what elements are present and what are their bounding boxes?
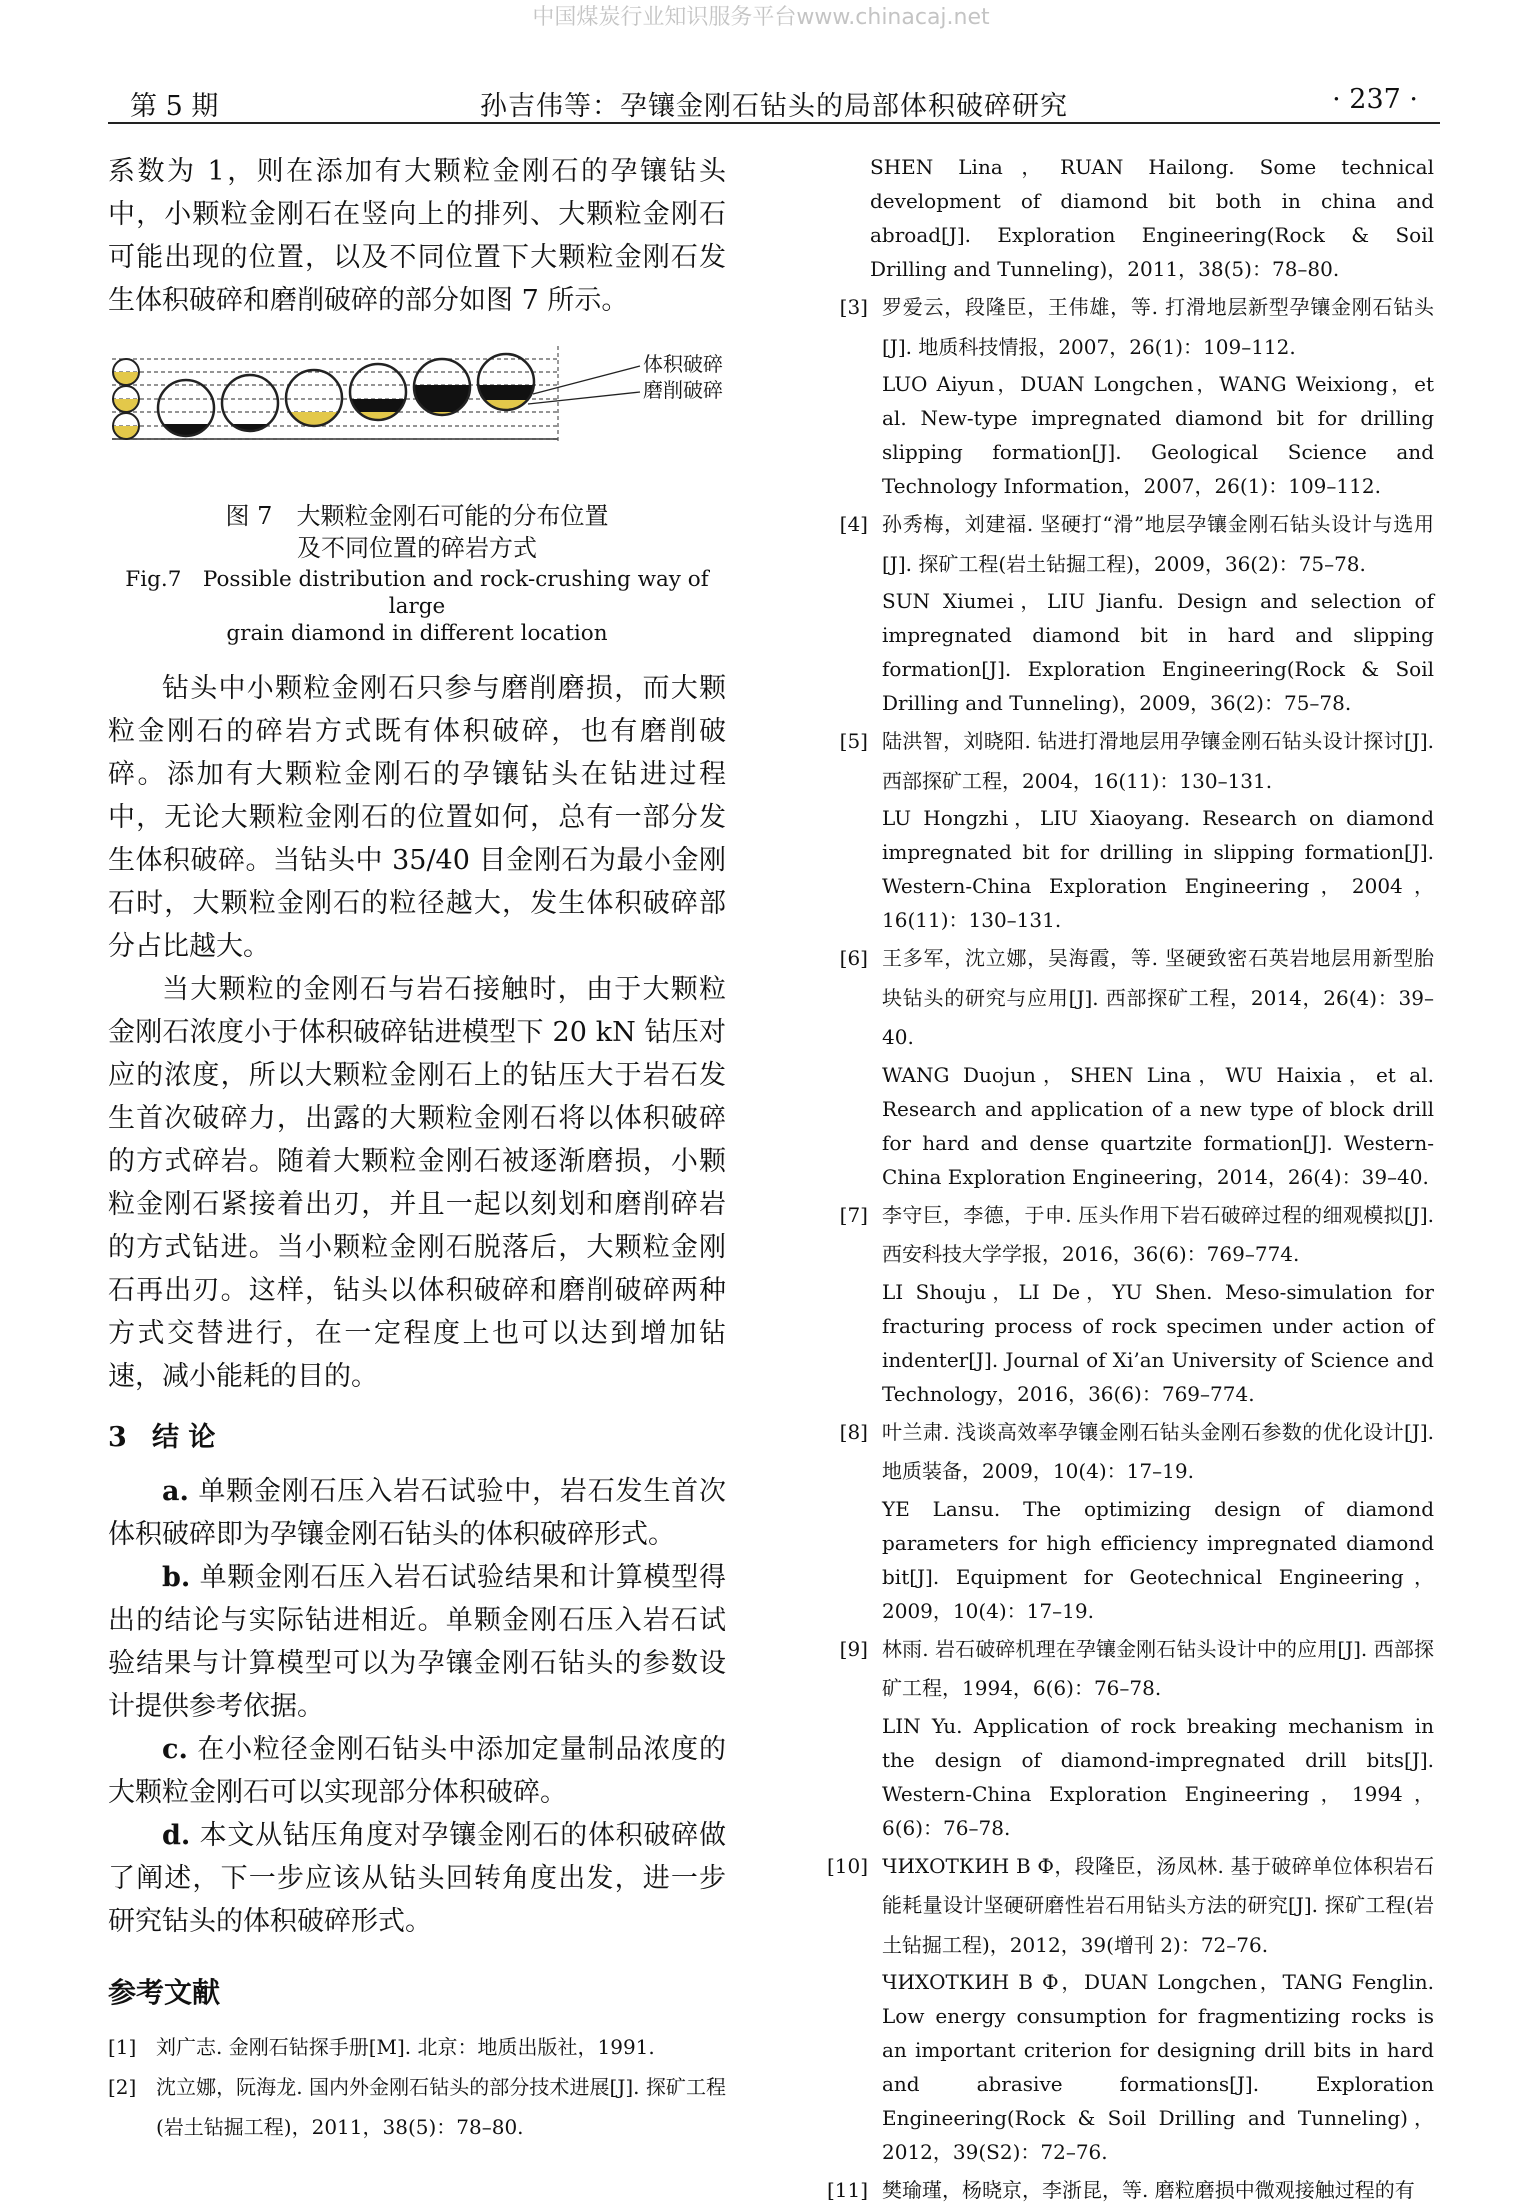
reference-text: 罗爱云，段隆臣，王伟雄，等. 打滑地层新型孕镶金刚石钻头[J]. 地质科技情报，2007，26(1)：109–112. bbox=[882, 295, 1434, 359]
conclusion-d bbox=[108, 1814, 726, 1943]
reference-text: 刘广志. 金刚石钻探手册[M]. 北京：地质出版社，1991. bbox=[156, 2035, 655, 2059]
diamond-distribution-diagram bbox=[108, 344, 726, 494]
reference-2 bbox=[108, 2067, 726, 2147]
label-volume-crushing: 体积破碎 bbox=[643, 352, 723, 376]
running-title: 孙吉伟等：孕镶金刚石钻头的局部体积破碎研究 bbox=[480, 91, 1068, 122]
label-grinding-crushing: 磨削破碎 bbox=[643, 378, 723, 402]
reference-5 bbox=[812, 722, 1434, 801]
reference-8-en: YE Lansu. The optimizing design of diamond parameters for high efficiency impregnated diamond bit[J]. Equipment for Geotechnical Engineering，2009，10(4)：17–19. bbox=[882, 1496, 1434, 1623]
conclusion-c-label: c. bbox=[162, 1734, 188, 1765]
conclusion-a bbox=[108, 1470, 726, 1556]
reference-8 bbox=[812, 1413, 1434, 1492]
conclusion-d-text: 本文从钻压角度对孕镶金刚石的体积破碎做了阐述，下一步应该从钻头回转角度出发，进一步研究钻头的体积破碎形式。 bbox=[108, 1820, 726, 1937]
conclusion-c-text: 在小粒径金刚石钻头中添加定量制品浓度的大颗粒金刚石可以实现部分体积破碎。 bbox=[108, 1734, 727, 1808]
reference-text: 李守巨，李德，于申. 压头作用下岩石破碎过程的细观模拟[J]. 西安科技大学学报，2016，36(6)：769–774. bbox=[882, 1202, 1434, 1266]
reference-text: ЧИХОТКИН В Ф，段隆臣，汤凤林. 基于破碎单位体积岩石能耗量设计坚硬研磨性岩石用钻头方法的研究[J]. 探矿工程(岩土钻掘工程)，2012，39(增刊 2)：72–76. bbox=[882, 1853, 1434, 1957]
conclusion-c bbox=[108, 1728, 726, 1814]
reference-number: [9] bbox=[839, 1636, 868, 1661]
conclusion-b-text: 单颗金刚石压入岩石试验结果和计算模型得出的结论与实际钻进相近。单颗金刚石压入岩石试验结果与计算模型可以为孕镶金刚石钻头的参数设计提供参考依据。 bbox=[108, 1562, 726, 1722]
reference-6-en: WANG Duojun，SHEN Lina，WU Haixia，et al. Research and application of a new type of block drill for hard and dense quartzite formation[J]. Western-China Exploration Engineering，2014，26(4)：39–40. bbox=[882, 1062, 1434, 1189]
references-heading: 参考文献 bbox=[108, 1976, 221, 2009]
reference-number: [8] bbox=[839, 1419, 868, 1444]
intro-paragraph: 系数为 1，则在添加有大颗粒金刚石的孕镶钻头中，小颗粒金刚石在竖向上的排列、大颗粒金刚石可能出现的位置，以及不同位置下大颗粒金刚石发生体积破碎和磨削破碎的部分如图 7 所示。 bbox=[108, 156, 726, 316]
reference-number: [6] bbox=[839, 946, 868, 970]
reference-text: 樊瑜瑾，杨晓京，李浙昆，等. 磨粒磨损中微观接触过程的有 bbox=[882, 2178, 1415, 2202]
figure-caption-cn-2: 及不同位置的碎岩方式 bbox=[297, 534, 537, 562]
reference-7 bbox=[812, 1196, 1434, 1275]
reference-number: [4] bbox=[839, 512, 868, 536]
reference-11 bbox=[812, 2171, 1434, 2211]
right-column bbox=[812, 150, 1434, 2211]
reference-number: [3] bbox=[839, 295, 868, 319]
reference-text: 孙秀梅，刘建福. 坚硬打“滑”地层孕镶金刚石钻头设计与选用[J]. 探矿工程(岩土钻掘工程)，2009，36(2)：75–78. bbox=[882, 512, 1434, 576]
reference-text: 林雨. 岩石破碎机理在孕镶金刚石钻头设计中的应用[J]. 西部探矿工程，1994，6(6)：76–78. bbox=[882, 1636, 1434, 1700]
reference-number: [11] bbox=[826, 2178, 868, 2202]
reference-number: [2] bbox=[108, 2075, 137, 2099]
reference-number: [1] bbox=[108, 2035, 137, 2059]
section-title: 结 论 bbox=[152, 1422, 216, 1453]
reference-3 bbox=[812, 288, 1434, 367]
reference-text: 王多军，沈立娜，吴海霞，等. 坚硬致密石英岩地层用新型胎块钻头的研究与应用[J]. 西部探矿工程，2014，26(4)：39–40. bbox=[882, 946, 1434, 1049]
page-number: · 237 · bbox=[1332, 84, 1418, 115]
conclusion-a-label: a. bbox=[162, 1476, 189, 1507]
reference-4-en: SUN Xiumei，LIU Jianfu. Design and selection of impregnated diamond bit in hard and slipping formation[J]. Exploration Engineering(Rock & Soil Drilling and Tunneling)，2009，36(2)：75–78. bbox=[882, 589, 1434, 715]
issue-number: 第 5 期 bbox=[130, 91, 219, 122]
reference-number: [10] bbox=[826, 1853, 868, 1878]
reference-7-en: LI Shouju，LI De，YU Shen. Meso-simulation for fracturing process of rock specimen under action of indenter[J]. Journal of Xi’an University of Science and Technology，2016，36(6)：769–774. bbox=[882, 1279, 1434, 1406]
left-column bbox=[108, 150, 726, 2147]
reference-9-en: LIN Yu. Application of rock breaking mechanism in the design of diamond-impregnated drill bits[J]. Western-China Exploration Engineering，1994，6(6)：76–78. bbox=[882, 1713, 1434, 1840]
conclusion-b bbox=[108, 1556, 726, 1728]
reference-number: [7] bbox=[839, 1202, 868, 1227]
conclusion-a-text: 单颗金刚石压入岩石试验中，岩石发生首次体积破碎即为孕镶金刚石钻头的体积破碎形式。 bbox=[108, 1476, 726, 1550]
figure-7 bbox=[108, 344, 726, 494]
large-diamonds bbox=[148, 354, 548, 440]
paragraph-2: 钻头中小颗粒金刚石只参与磨削磨损，而大颗粒金刚石的碎岩方式既有体积破碎，也有磨削破碎。添加有大颗粒金刚石的孕镶钻头在钻进过程中，无论大颗粒金刚石的位置如何，总有一部分发生体积破碎。当钻头中 35/40 目金刚石为最小金刚石时，大颗粒金刚石的粒径越大，发生体积破碎部分占比越大。 bbox=[108, 673, 726, 962]
reference-number: [5] bbox=[839, 729, 868, 753]
running-header bbox=[108, 82, 1440, 124]
reference-9 bbox=[812, 1630, 1434, 1709]
reference-2-en: SHEN Lina，RUAN Hailong. Some technical development of diamond bit both in china and abroad[J]. Exploration Engineering(Rock & Soil Drilling and Tunneling)，2011，38(5)：78–80. bbox=[870, 155, 1434, 281]
reference-10 bbox=[812, 1847, 1434, 1966]
conclusion-b-label: b. bbox=[162, 1562, 191, 1593]
reference-text: 沈立娜，阮海龙. 国内外金刚石钻头的部分技术进展[J]. 探矿工程(岩土钻掘工程)，2011，38(5)：78–80. bbox=[156, 2075, 726, 2139]
reference-3-en: LUO Aiyun，DUAN Longchen，WANG Weixiong，et al. New-type impregnated diamond bit for drilling slipping formation[J]. Geological Science and Technology Information，2007，26(1)：109–112. bbox=[882, 372, 1434, 498]
figure-caption-cn-1: 图 7 大颗粒金刚石可能的分布位置 bbox=[225, 502, 609, 530]
watermark: 中国煤炭行业知识服务平台www.chinacaj.net bbox=[532, 5, 990, 30]
reference-4 bbox=[812, 505, 1434, 584]
reference-text: 陆洪智，刘晓阳. 钻进打滑地层用孕镶金刚石钻头设计探讨[J]. 西部探矿工程，2004，16(11)：130–131. bbox=[882, 729, 1434, 793]
figure-caption-en-2: grain diamond in different location bbox=[226, 621, 608, 646]
reference-10-en: ЧИХОТКИН В Ф，DUAN Longchen，TANG Fenglin. Low energy consumption for fragmentizing rocks is an important criterion for designing drill bits in hard and abrasive formations[J]. Exploration Engineering(Rock & Soil Drilling and Tunneling)，2012，39(S2)：72–76. bbox=[882, 1970, 1434, 2164]
paragraph-3: 当大颗粒的金刚石与岩石接触时，由于大颗粒金刚石浓度小于体积破碎钻进模型下 20 kN 钻压对应的浓度，所以大颗粒金刚石上的钻压大于岩石发生首次破碎力，出露的大颗粒金刚石将以体积破碎的方式碎岩。随着大颗粒金刚石被逐渐磨损，小颗粒金刚石紧接着出刃，并且一起以刻划和磨削碎岩的方式钻进。当小颗粒金刚石脱落后，大颗粒金刚石再出刃。这样，钻头以体积破碎和磨削破碎两种方式交替进行，在一定程度上也可以达到增加钻速，减小能耗的目的。 bbox=[108, 974, 726, 1392]
reference-text: 叶兰肃. 浅谈高效率孕镶金刚石钻头金刚石参数的优化设计[J]. 地质装备，2009，10(4)：17–19. bbox=[882, 1419, 1434, 1483]
section-heading bbox=[108, 1418, 726, 1458]
reference-6 bbox=[812, 939, 1434, 1058]
reference-1 bbox=[108, 2027, 726, 2067]
section-number: 3 bbox=[108, 1422, 127, 1453]
reference-5-en: LU Hongzhi，LIU Xiaoyang. Research on diamond impregnated bit for drilling in slipping formation[J]. Western-China Exploration Engineering，2004，16(11)：130–131. bbox=[882, 806, 1434, 932]
figure-caption-en-1: Fig.7 Possible distribution and rock-crushing way of large bbox=[125, 567, 709, 619]
conclusion-d-label: d. bbox=[162, 1820, 191, 1851]
